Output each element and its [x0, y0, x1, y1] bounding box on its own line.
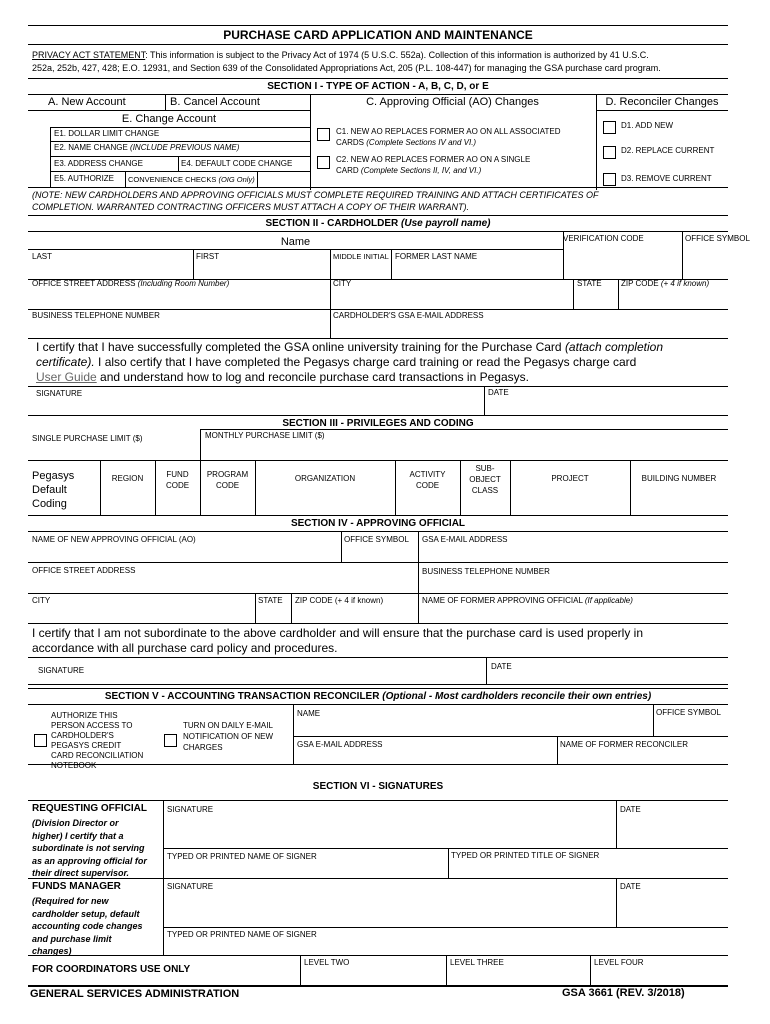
city-field[interactable]: CITY — [333, 279, 352, 288]
cardholder-signature-field[interactable]: SIGNATURE — [36, 389, 83, 398]
ao-office-symbol-field[interactable]: OFFICE SYMBOL — [344, 535, 409, 544]
former-last-name-field[interactable]: FORMER LAST NAME — [395, 252, 478, 261]
ao-city-field[interactable]: CITY — [32, 596, 51, 605]
verification-code-label: VERIFICATION CODE — [563, 234, 644, 243]
user-guide-link[interactable]: User Guide — [36, 370, 97, 384]
zip-note: (+ 4 if known) — [660, 279, 710, 288]
privacy-label: PRIVACY ACT STATEMENT — [32, 50, 146, 60]
option-e5-checks: CONVENIENCE CHECKS — [128, 175, 217, 184]
req-typed-title-field[interactable]: TYPED OR PRINTED TITLE OF SIGNER — [451, 851, 600, 860]
program-code-line-1: PROGRAM — [206, 470, 249, 479]
option-e5[interactable] — [54, 175, 114, 184]
reconciler-office-symbol-field[interactable]: OFFICE SYMBOL — [656, 708, 721, 717]
activity-code-line-1: ACTIVITY — [409, 470, 446, 479]
form-title: PURCHASE CARD APPLICATION AND MAINTENANCE — [223, 28, 533, 42]
option-e5-oig: (OIG Only) — [218, 175, 255, 184]
footer-form-number: GSA 3661 (REV. 3/2018) — [562, 987, 685, 999]
reconciler-email-field[interactable]: GSA E-MAIL ADDRESS — [297, 740, 383, 749]
option-e4[interactable]: E4. DEFAULT CODE CHANGE — [181, 159, 293, 168]
middle-initial-field[interactable]: MIDDLE INITIAL — [333, 252, 389, 261]
option-c1-cards: CARDS — [336, 138, 365, 147]
fm-note-line-3: accounting code changes — [32, 921, 143, 931]
option-c-ao-changes: C. Approving Official (AO) Changes — [366, 96, 539, 108]
reconciler-name-field[interactable]: NAME — [297, 709, 321, 718]
pegasys-label — [32, 469, 74, 511]
zip-label: ZIP CODE — [621, 279, 659, 288]
former-ao-name-field[interactable] — [422, 597, 633, 606]
ao-street-address-field[interactable]: OFFICE STREET ADDRESS — [32, 566, 136, 575]
option-b-cancel-account[interactable]: B. Cancel Account — [170, 96, 260, 108]
fm-date-field[interactable]: DATE — [620, 882, 641, 891]
pegasys-line-3: Coding — [32, 498, 67, 510]
privacy-text-1: : This information is subject to the Privacy Act of 1974 (5 U.S.C. 552a). Collection of this information is authorized by 41 U.S.C. — [145, 50, 649, 60]
option-c1-line1: C1. NEW AO REPLACES FORMER AO ON ALL ASSOCIATED — [336, 127, 561, 136]
section-4-heading: SECTION IV - APPROVING OFFICIAL — [290, 518, 466, 529]
requesting-official-note — [32, 817, 147, 880]
level-two-field[interactable]: LEVEL TWO — [304, 958, 350, 967]
email-field[interactable]: CARDHOLDER'S GSA E-MAIL ADDRESS — [333, 311, 484, 320]
checkbox-c1[interactable] — [317, 128, 330, 141]
fm-note-line-5: changes) — [32, 946, 72, 956]
section-5-note: (Optional - Most cardholders reconcile their own entries) — [382, 691, 652, 702]
checkbox-d2[interactable] — [603, 146, 616, 159]
program-code-field[interactable] — [200, 469, 255, 491]
name-header: Name — [280, 236, 311, 248]
sub-object-class-field[interactable] — [460, 463, 510, 496]
privacy-statement — [32, 51, 649, 61]
ao-name-field[interactable]: NAME OF NEW APPROVING OFFICIAL (AO) — [32, 535, 196, 544]
building-number-field[interactable]: BUILDING NUMBER — [641, 474, 717, 483]
authorize-line-2: PERSON ACCESS TO — [51, 721, 133, 730]
req-date-field[interactable]: DATE — [620, 805, 641, 814]
section-5-heading — [28, 691, 728, 702]
option-d2: D2. REPLACE CURRENT — [621, 146, 715, 155]
req-signature-field[interactable]: SIGNATURE — [167, 805, 214, 814]
option-e2-note: (INCLUDE PREVIOUS NAME) — [130, 143, 240, 152]
first-name-field[interactable]: FIRST — [196, 252, 220, 261]
phone-field[interactable]: BUSINESS TELEPHONE NUMBER — [32, 311, 160, 320]
cert-line-3 — [36, 371, 529, 384]
level-three-field[interactable]: LEVEL THREE — [450, 958, 504, 967]
req-note-line-2: higher) I certify that a — [32, 830, 124, 841]
authorize-line-4: PEGASYS CREDIT — [51, 741, 122, 750]
monthly-purchase-limit-field[interactable]: MONTHLY PURCHASE LIMIT ($) — [205, 431, 325, 440]
activity-code-line-2: CODE — [415, 481, 440, 490]
coordinators-label: FOR COORDINATORS USE ONLY — [32, 964, 191, 975]
state-field[interactable]: STATE — [577, 279, 602, 288]
ao-signature-field[interactable]: SIGNATURE — [38, 666, 85, 675]
option-e1[interactable]: E1. DOLLAR LIMIT CHANGE — [54, 129, 160, 138]
checkbox-authorize-access[interactable] — [34, 734, 47, 747]
section-6-heading: SECTION VI - SIGNATURES — [312, 781, 444, 792]
option-e5-detail — [128, 176, 255, 184]
option-e2-label: E2. NAME CHANGE — [54, 143, 128, 152]
former-ao-label: NAME OF FORMER APPROVING OFFICIAL — [422, 596, 583, 605]
ao-state-field[interactable]: STATE — [258, 596, 283, 605]
pegasys-line-2: Default — [32, 484, 67, 496]
single-purchase-limit-field[interactable]: SINGLE PURCHASE LIMIT ($) — [32, 434, 143, 443]
section-1-heading: SECTION I - TYPE OF ACTION - A, B, C, D, or E — [267, 81, 489, 92]
req-typed-name-field[interactable]: TYPED OR PRINTED NAME OF SIGNER — [167, 852, 317, 861]
street-address-note: (Including Room Number) — [137, 279, 230, 288]
cert-line-2 — [36, 356, 636, 369]
office-symbol-label: OFFICE SYMBOL — [685, 234, 750, 243]
former-ao-note: (If applicable) — [584, 596, 633, 605]
region-field[interactable]: REGION — [111, 474, 144, 483]
note-line-2: COMPLETION. WARRANTED CONTRACTING OFFICERS MUST ATTACH A COPY OF THEIR WARRANT). — [32, 202, 470, 212]
checkbox-daily-email[interactable] — [164, 734, 177, 747]
ao-phone-field[interactable]: BUSINESS TELEPHONE NUMBER — [422, 567, 550, 576]
req-note-line-1: (Division Director or — [32, 818, 119, 828]
sub-object-line-3: CLASS — [471, 486, 499, 495]
cert-line-1 — [36, 341, 663, 354]
daily-email-label — [183, 720, 273, 753]
requesting-official-title: REQUESTING OFFICIAL — [32, 803, 147, 814]
fund-code-field[interactable] — [155, 469, 200, 491]
ao-cert-line-2: accordance with all purchase card policy and procedures. — [32, 641, 338, 655]
daily-email-line-3: CHARGES — [183, 743, 223, 752]
ao-cert-line-1: I certify that I am not subordinate to the above cardholder and will ensure that the purchase card is used properly in — [32, 626, 644, 640]
footer-agency: GENERAL SERVICES ADMINISTRATION — [30, 988, 240, 1000]
pegasys-line-1: Pegasys — [32, 470, 75, 482]
option-c2-line2 — [336, 167, 481, 176]
cert-line-1-italic: (attach completion — [564, 340, 663, 354]
funds-manager-title: FUNDS MANAGER — [32, 881, 121, 892]
option-a-new-account[interactable]: A. New Account — [48, 96, 126, 108]
option-d3: D3. REMOVE CURRENT — [621, 174, 712, 183]
activity-code-field[interactable] — [395, 469, 460, 491]
option-c2-card: CARD — [336, 166, 359, 175]
fm-note-line-1: (Required for new — [32, 896, 109, 906]
former-reconciler-field[interactable]: NAME OF FORMER RECONCILER — [560, 740, 689, 749]
checkbox-d3[interactable] — [603, 173, 616, 186]
option-c1-line2 — [336, 139, 476, 148]
fm-note-line-4: and purchase limit — [32, 933, 112, 944]
street-address-label: OFFICE STREET ADDRESS — [32, 279, 136, 288]
funds-manager-note — [32, 895, 143, 958]
option-d-reconciler-changes: D. Reconciler Changes — [605, 96, 719, 108]
ao-email-field[interactable]: GSA E-MAIL ADDRESS — [422, 535, 508, 544]
ao-date-field[interactable]: DATE — [491, 662, 512, 671]
option-c1-note: (Complete Sections IV and VI.) — [366, 138, 477, 147]
sub-object-line-2: OBJECT — [469, 475, 501, 484]
section-2-heading — [28, 218, 728, 229]
note-line-1: (NOTE: NEW CARDHOLDERS AND APPROVING OFFICIALS MUST COMPLETE REQUIRED TRAINING AND ATTACH CERTIFICATES OF — [32, 190, 599, 200]
cardholder-date-field[interactable]: DATE — [488, 388, 509, 397]
option-d1: D1. ADD NEW — [621, 121, 674, 130]
cert-line-2-text: I also certify that I have completed the Pegasys charge card training or read the Pegasys charge card — [94, 355, 637, 369]
authorize-line-6: NOTEBOOK — [51, 761, 97, 770]
section-2-note: (Use payroll name) — [401, 218, 491, 229]
section-3-heading: SECTION III - PRIVILEGES AND CODING — [282, 418, 474, 429]
fm-note-line-2: cardholder setup, default — [32, 908, 140, 919]
req-note-line-3: subordinate is not serving — [32, 843, 145, 853]
option-e3[interactable]: E3. ADDRESS CHANGE — [54, 159, 143, 168]
ao-zip-field[interactable]: ZIP CODE (+ 4 if known) — [295, 596, 384, 605]
req-note-line-5: their direct supervisor. — [32, 868, 130, 878]
street-address-field[interactable] — [32, 280, 229, 289]
fm-signature-field[interactable]: SIGNATURE — [167, 882, 214, 891]
project-field[interactable]: PROJECT — [551, 474, 589, 483]
last-name-field[interactable]: LAST — [32, 252, 53, 261]
checkbox-d1[interactable] — [603, 121, 616, 134]
privacy-text-2: 252a, 252b, 427, 428; E.O. 12931, and Section 639 of the Consolidated Appropriations Act, 205 (P.L. 108-447) for managing the GSA purchase card program. — [32, 63, 661, 73]
option-c2-line1: C2. NEW AO REPLACES FORMER AO ON A SINGLE — [336, 155, 531, 164]
daily-email-line-2: NOTIFICATION OF NEW — [183, 732, 274, 741]
authorize-line-5: CARD RECONCILIATION — [51, 751, 144, 760]
zip-field[interactable] — [621, 280, 709, 289]
option-e5-label: E5. AUTHORIZE — [54, 174, 115, 183]
organization-field[interactable]: ORGANIZATION — [294, 474, 356, 483]
fm-typed-name-field[interactable]: TYPED OR PRINTED NAME OF SIGNER — [167, 930, 317, 939]
fund-code-line-2: CODE — [165, 481, 190, 490]
authorize-line-1: AUTHORIZE THIS — [51, 711, 118, 720]
checkbox-c2[interactable] — [317, 156, 330, 169]
sub-object-line-1: SUB- — [475, 464, 495, 473]
cert-line-3-text: and understand how to log and reconcile purchase card transactions in Pegasys. — [96, 370, 529, 384]
authorize-line-3: CARDHOLDER'S — [51, 731, 114, 740]
daily-email-line-1: TURN ON DAILY E-MAIL — [183, 721, 273, 730]
authorize-access-label — [51, 711, 143, 771]
option-c2-note: (Complete Sections II, IV, and VI.) — [360, 166, 482, 175]
cert-line-2-italic: certificate). — [36, 355, 95, 369]
cert-line-1-text: I certify that I have successfully completed the GSA online university training for the Purchase Card — [36, 340, 565, 354]
option-e2[interactable] — [54, 144, 239, 153]
req-note-line-4: as an approving official for — [32, 855, 147, 866]
level-four-field[interactable]: LEVEL FOUR — [594, 958, 644, 967]
fund-code-line-1: FUND — [166, 470, 189, 479]
option-e-change-account: E. Change Account — [121, 113, 217, 125]
program-code-line-2: CODE — [215, 481, 240, 490]
section-5-title: SECTION V - ACCOUNTING TRANSACTION RECONCILER — [104, 691, 380, 702]
section-2-title: SECTION II - CARDHOLDER — [265, 218, 399, 229]
